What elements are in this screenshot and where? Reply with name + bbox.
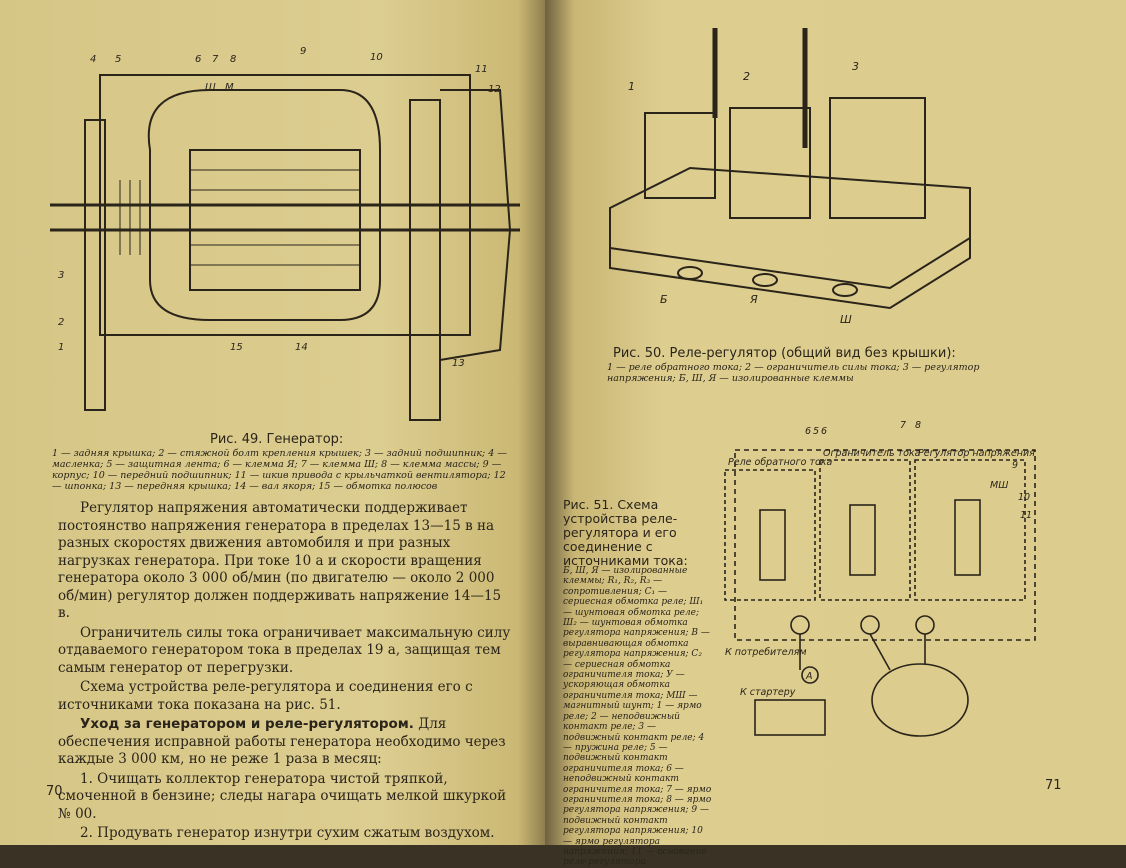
left-body-text — [58, 500, 513, 845]
left-page — [0, 0, 545, 845]
fig49-label-13: 13 — [452, 358, 465, 369]
right-page — [545, 0, 1126, 868]
page-number-right: 71 — [1045, 778, 1062, 793]
fig51-label-7: 7 — [900, 420, 907, 431]
fig50-label-3: 3 — [852, 60, 859, 73]
fig51-label-11: 11 — [1020, 510, 1033, 521]
fig51-box-label-current-limiter: Ограничитель тока — [823, 448, 921, 459]
fig49-label-10: 10 — [370, 52, 383, 63]
figure-49-legend: 1 — задняя крышка; 2 — стяжной болт крепления крышек; 3 — задний подшипник; 4 — масленка; 5 — защитная лента; 6 — клемма Я; 7 — клемма Ш; 8 — клемма массы; 9 — корпус; 10 — передний подшипник; 11 — шкив привода с крыльчаткой вентилятора; 12 — шпонка; 13 — передняя крышка; 14 — вал якоря; 15 — обмотка полюсов — [52, 448, 507, 492]
list-item: 1. Очищать коллектор генератора чистой тряпкой, смоченной в бензине; следы нагара очищать мелкой шкуркой № 00. — [58, 770, 507, 822]
fig49-label-12: 12 — [488, 84, 501, 95]
figure-50-legend: 1 — реле обратного тока; 2 — ограничитель силы тока; 3 — регулятор напряжения; Б, Ш, Я — изолированные клеммы — [607, 362, 980, 384]
fig51-ammeter-label: A — [806, 671, 813, 682]
fig51-label-10: 10 — [1018, 492, 1031, 503]
paragraph-care — [58, 716, 513, 769]
fig51-label-6a: 6 — [805, 426, 812, 437]
fig51-label-6b: 6 — [821, 426, 828, 437]
paragraph-scheme: Схема устройства реле-регулятора и соединения его с источниками тока показана на рис. 51. — [58, 679, 473, 713]
fig51-starter-label: К стартеру — [740, 687, 796, 698]
fig49-label-7: 7 — [212, 54, 219, 65]
fig49-label-14: 14 — [295, 342, 308, 353]
fig49-label-2: 2 — [58, 317, 65, 328]
fig50-terminal-ya: Я — [750, 293, 758, 306]
fig51-box-label-reverse-relay: Реле обратного тока — [728, 457, 833, 468]
figure-49-generator-drawing — [40, 30, 530, 415]
fig49-label-1: 1 — [58, 342, 65, 353]
fig49-label-9: 9 — [300, 46, 307, 57]
fig51-label-msh: МШ — [990, 480, 1009, 491]
fig50-terminal-sh: Ш — [840, 313, 852, 326]
fig51-box-label-voltage-regulator: Регулятор напряжения — [918, 448, 1035, 459]
fig49-label-15: 15 — [230, 342, 243, 353]
fig51-consumers-label: К потребителям — [725, 647, 807, 658]
paragraph-regulator: Регулятор напряжения автоматически поддерживает постоянство напряжения генератора в пределах 13—15 в на разных скоростях движения автомобиля и при разных нагрузках генератора. При токе 10 а и скорости вращения генератора около 3 000 об/мин (по двигателю — около 2 000 об/мин) регулятор должен поддерживать напряжение 14—15 в. — [58, 500, 502, 621]
fig51-label-9: 9 — [1012, 460, 1019, 471]
fig51-label-5: 5 — [813, 426, 820, 437]
figure-51-legend: Б, Ш, Я — изолированные клеммы; R₁, R₂, R₃ — сопротивления; C₁ — сериесная обмотка реле; Ш₁ — шунтовая обмотка реле; Ш₂ — шунтовая обмотка регулятора напряжения; В — выравнивающая обмотка регулятора напряжения; C₂ — сериесная обмотка ограничителя тока; У — ускоряющая обмотка ограничителя тока; МШ — магнитный шунт; 1 — ярмо реле; 2 — неподвижный контакт реле; 3 — подвижный контакт реле; 4 — пружина реле; 5 — подвижный контакт ограничителя тока; 6 — неподвижный контакт ограничителя тока; 7 — ярмо ограничителя тока; 8 — ярмо регулятора напряжения; 9 — подвижный контакт регулятора напряжения; 10 — ярмо регулятора напряжения; 11 — основание реле-регулятора — [563, 566, 712, 868]
fig49-label-3: 3 — [58, 270, 65, 281]
fig49-label-4: 4 — [90, 54, 97, 65]
care-text: Для обеспечения исправной работы генератора необходимо через каждые 3 000 км, но не реже 1 раза в месяц: — [58, 716, 506, 767]
figure-49-caption: Рис. 49. Генератор: — [210, 432, 344, 447]
paragraph-limiter: Ограничитель силы тока ограничивает максимальную силу отдаваемого генератором тока в пределах 19 а, защищая тем самым генератор от перегрузки. — [58, 624, 511, 676]
figure-51-caption: Рис. 51. Схема устройства реле-регулятора и его соединение с источниками тока: — [563, 497, 688, 568]
list-item: 2. Продувать генератор изнутри сухим сжатым воздухом. — [80, 825, 495, 841]
page-number-left: 70 — [46, 784, 63, 799]
figure-50-caption: Рис. 50. Реле-регулятор (общий вид без крышки): — [613, 346, 956, 361]
care-heading: Уход за генератором и реле-регулятором. — [80, 716, 414, 732]
fig49-label-8: 8 — [230, 54, 237, 65]
fig50-terminal-b: Б — [660, 293, 668, 306]
fig50-label-2: 2 — [743, 70, 750, 83]
fig49-label-11: 11 — [475, 64, 488, 75]
fig50-label-1: 1 — [628, 80, 635, 93]
fig49-label-6: 6 — [195, 54, 202, 65]
figure-50-relay-regulator-drawing — [600, 18, 985, 338]
fig49-label-sh: Ш — [205, 82, 216, 93]
fig49-label-m: М — [225, 82, 234, 93]
figure-51-relay-scheme-diagram — [720, 420, 1040, 760]
fig49-label-5: 5 — [115, 54, 122, 65]
fig51-label-8: 8 — [915, 420, 922, 431]
